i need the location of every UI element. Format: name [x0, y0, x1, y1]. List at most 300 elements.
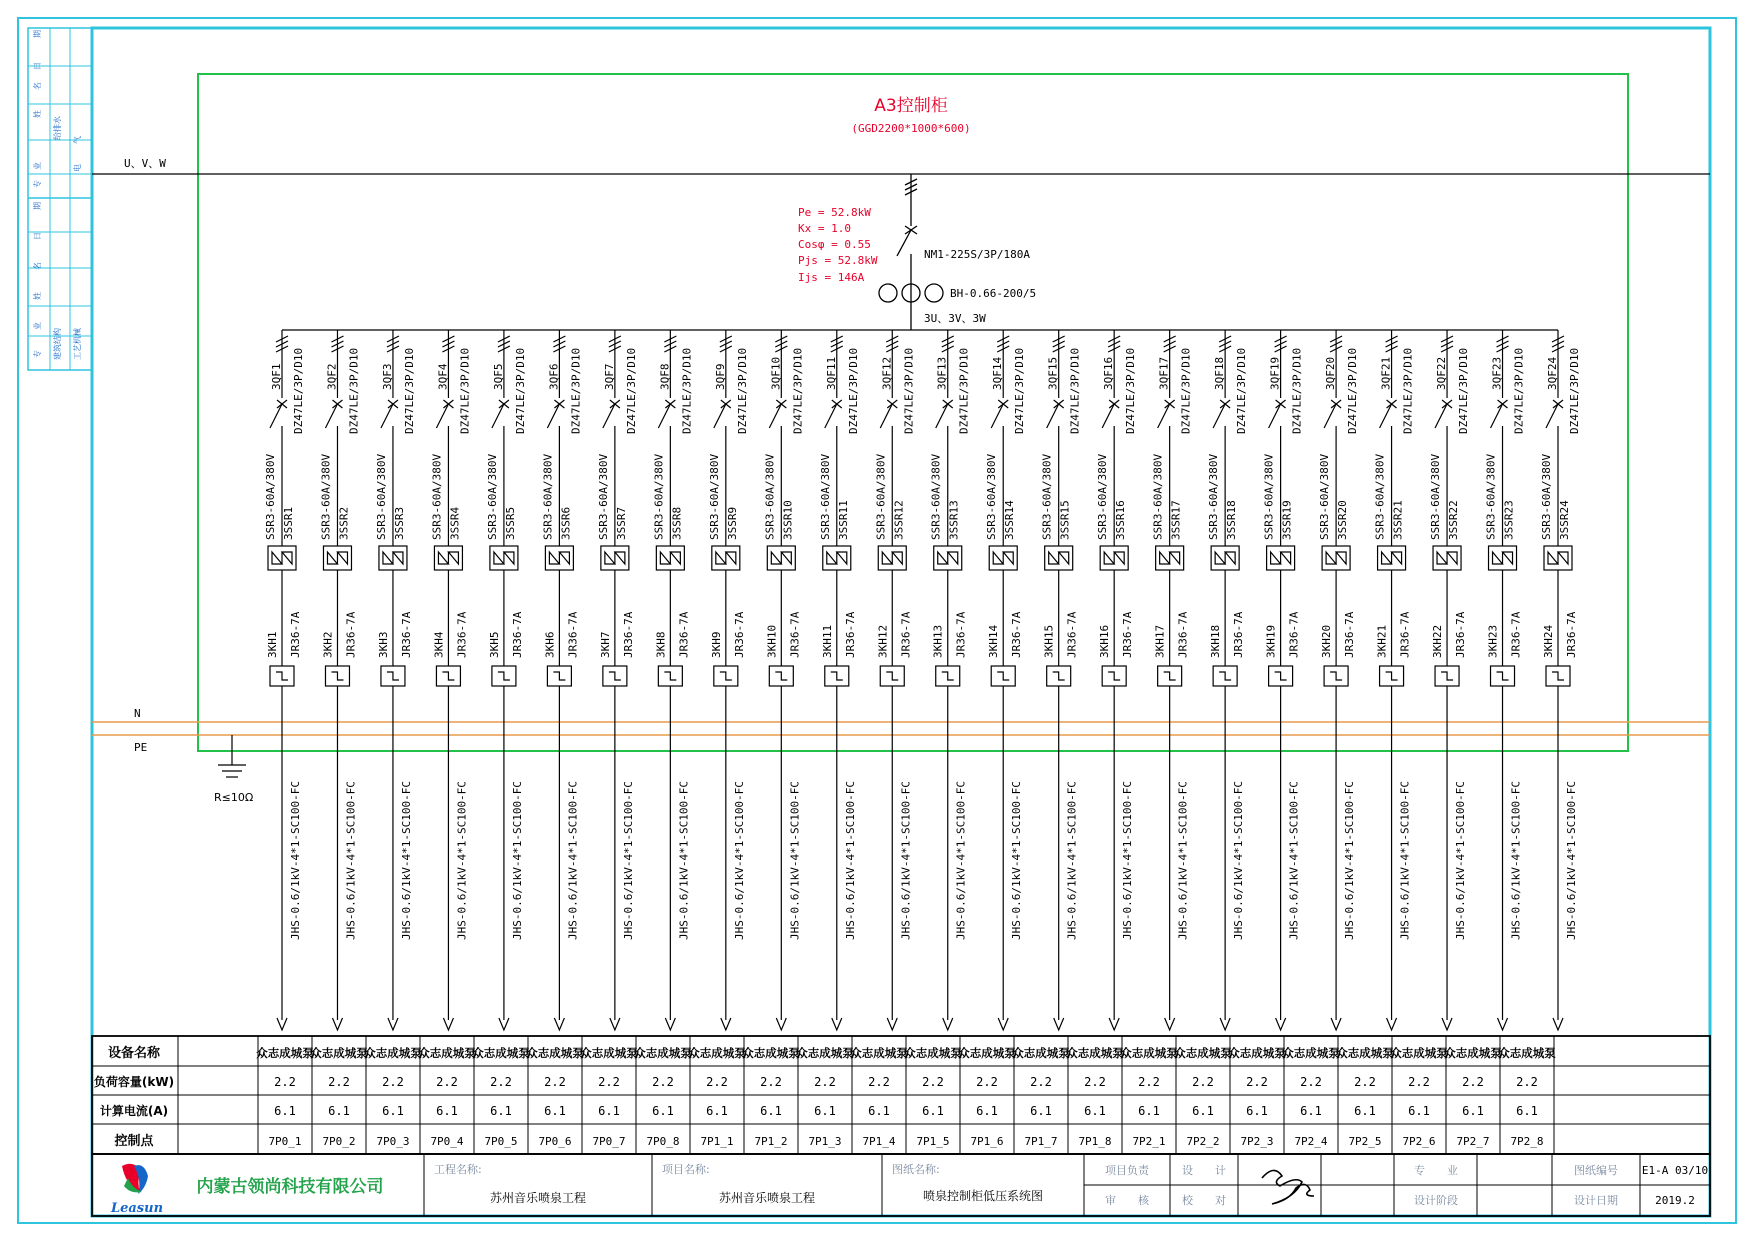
main-breaker-label: NM1-225S/3P/180A	[924, 248, 1030, 261]
cable-spec: JHS-0.6/1kV-4*1-SC100-FC	[621, 781, 635, 940]
breaker-symbol	[381, 404, 393, 428]
strip-label: 名	[33, 82, 42, 90]
relay-id: 3KH5	[487, 631, 501, 658]
project-label: 工程名称:	[434, 1163, 482, 1176]
control-point: 7P2_5	[1348, 1135, 1382, 1148]
strip-label: 给排水	[53, 116, 62, 140]
control-point: 7P0_3	[376, 1135, 410, 1148]
drawing-number: E1-A 03/10	[1641, 1164, 1709, 1177]
relay-model: JR36-7A	[1343, 611, 1357, 658]
ssr-symbol	[823, 546, 851, 570]
breaker-model: DZ47LE/3P/D10	[458, 347, 472, 434]
control-point: 7P1_3	[808, 1135, 842, 1148]
ssr-id: 3SSR7	[614, 506, 628, 540]
strip-label: 建筑结构	[53, 328, 62, 360]
earth-symbol	[218, 735, 246, 777]
equipment-name: 众志成城泵	[1498, 1046, 1556, 1060]
stage-label: 设计阶段	[1414, 1194, 1458, 1207]
load-kw-value: 2.2	[1246, 1075, 1268, 1089]
control-point: 7P2_7	[1456, 1135, 1490, 1148]
breaker-model: DZ47LE/3P/D10	[1568, 347, 1581, 434]
breaker-symbol	[936, 404, 948, 428]
breaker-id: 3QF23	[1490, 356, 1504, 390]
load-table	[92, 1036, 1710, 1154]
relay-id: 3KH20	[1320, 624, 1334, 658]
feeder-labels	[1429, 348, 1470, 940]
breaker-id: 3QF15	[1046, 356, 1060, 390]
load-kw-value: 2.2	[382, 1075, 404, 1089]
strip-label: 业	[33, 162, 42, 170]
cable-spec: JHS-0.6/1kV-4*1-SC100-FC	[1509, 781, 1523, 940]
current-value: 6.1	[1300, 1104, 1322, 1118]
load-calc-pe: Pe = 52.8kW	[798, 206, 871, 219]
breaker-model: DZ47LE/3P/D10	[846, 347, 860, 434]
relay-model: JR36-7A	[1010, 611, 1024, 658]
ssr-model: SSR3-60A/380V	[707, 453, 721, 540]
current-value: 6.1	[1462, 1104, 1484, 1118]
load-kw-value: 2.2	[814, 1075, 836, 1089]
control-point: 7P2_2	[1186, 1135, 1220, 1148]
feeder-labels	[1096, 348, 1137, 940]
breaker-id: 3QF20	[1324, 356, 1338, 390]
breaker-model: DZ47LE/3P/D10	[957, 347, 971, 434]
strip-label: 期	[33, 202, 42, 210]
load-calc-kx: Kx = 1.0	[798, 222, 851, 235]
feeder-labels	[1318, 348, 1359, 940]
ssr-id: 3SSR14	[1003, 500, 1017, 540]
thermal-relay-symbol	[936, 666, 960, 686]
relay-model: JR36-7A	[566, 611, 580, 658]
ssr-id: 3SSR6	[559, 506, 573, 540]
current-value: 6.1	[328, 1104, 350, 1118]
ssr-symbol	[545, 546, 573, 570]
feeder-labels	[652, 348, 693, 940]
load-kw-value: 2.2	[328, 1075, 350, 1089]
equipment-name: 众志成城泵	[796, 1046, 854, 1060]
breaker-model: DZ47LE/3P/D10	[347, 347, 361, 434]
ssr-symbol	[656, 546, 684, 570]
ssr-id: 3SSR19	[1280, 500, 1294, 540]
breaker-symbol	[1158, 404, 1170, 428]
breaker-symbol	[1324, 404, 1336, 428]
control-point: 7P2_3	[1240, 1135, 1274, 1148]
ssr-symbol	[934, 546, 962, 570]
breaker-model: DZ47LE/3P/D10	[791, 347, 805, 434]
relay-model: JR36-7A	[899, 611, 913, 658]
ssr-model: SSR3-60A/380V	[763, 453, 777, 540]
control-point: 7P0_1	[268, 1135, 302, 1148]
breaker-symbol	[991, 404, 1003, 428]
current-value: 6.1	[1408, 1104, 1430, 1118]
relay-model: JR36-7A	[1121, 611, 1135, 658]
load-kw-value: 2.2	[760, 1075, 782, 1089]
drawing-date: 2019.2	[1655, 1194, 1695, 1207]
breaker-id: 3QF7	[602, 363, 616, 390]
load-calc-cos: Cosφ = 0.55	[798, 238, 871, 251]
cable-spec: JHS-0.6/1kV-4*1-SC100-FC	[566, 781, 580, 940]
ssr-model: SSR3-60A/380V	[1429, 453, 1443, 540]
load-kw-value: 2.2	[1516, 1075, 1538, 1089]
equipment-name: 众志成城泵	[634, 1046, 692, 1060]
relay-model: JR36-7A	[344, 611, 358, 658]
feeder-circuits	[264, 330, 1581, 1030]
relay-id: 3KH11	[820, 624, 834, 658]
relay-model: JR36-7A	[1565, 611, 1578, 658]
breaker-model: DZ47LE/3P/D10	[735, 347, 749, 434]
drawing-label: 图纸名称:	[892, 1163, 940, 1176]
equipment-name: 众志成城泵	[472, 1046, 530, 1060]
control-point: 7P1_8	[1078, 1135, 1112, 1148]
equipment-name: 众志成城泵	[958, 1046, 1016, 1060]
load-kw-value: 2.2	[706, 1075, 728, 1089]
cable-spec: JHS-0.6/1kV-4*1-SC100-FC	[399, 781, 413, 940]
breaker-id: 3QF22	[1435, 356, 1449, 390]
feeder-labels	[1152, 348, 1193, 940]
cable-spec: JHS-0.6/1kV-4*1-SC100-FC	[1065, 781, 1079, 940]
equipment-name: 众志成城泵	[1282, 1046, 1340, 1060]
relay-model: JR36-7A	[954, 611, 968, 658]
relay-id: 3KH23	[1486, 624, 1500, 658]
neutral-bus-label: N	[134, 707, 141, 720]
ssr-model: SSR3-60A/380V	[374, 453, 388, 540]
relay-model: JR36-7A	[677, 611, 691, 658]
strip-label: 专	[33, 180, 42, 188]
project-name: 苏州音乐喷泉工程	[489, 1191, 587, 1205]
company-name: 内蒙古领尚科技有限公司	[196, 1177, 384, 1197]
earth-bus-label: PE	[134, 741, 148, 754]
breaker-symbol	[658, 404, 670, 428]
current-transformer	[879, 284, 897, 302]
feeder-labels	[1263, 348, 1304, 940]
control-point: 7P0_8	[646, 1135, 680, 1148]
ssr-id: 3SSR20	[1336, 500, 1350, 540]
feeder-labels	[264, 348, 305, 940]
feeder-labels	[430, 348, 471, 940]
current-value: 6.1	[1138, 1104, 1160, 1118]
thermal-relay-symbol	[1546, 666, 1570, 686]
strip-label: 电	[73, 164, 82, 172]
control-point: 7P1_5	[916, 1135, 950, 1148]
ssr-id: 3SSR4	[448, 506, 462, 540]
relay-id: 3KH8	[654, 631, 668, 658]
feeder-labels	[597, 348, 638, 940]
thermal-relay-symbol	[1491, 666, 1515, 686]
relay-model: JR36-7A	[843, 611, 857, 658]
thermal-relay-symbol	[603, 666, 627, 686]
relay-id: 3KH14	[987, 624, 1001, 658]
thermal-relay-symbol	[1047, 666, 1071, 686]
ssr-id: 3SSR15	[1058, 500, 1072, 540]
breaker-model: DZ47LE/3P/D10	[1512, 347, 1526, 434]
cabinet-name: A3控制柜	[874, 96, 948, 116]
current-value: 6.1	[1084, 1104, 1106, 1118]
strip-label: 姓	[33, 110, 42, 118]
thermal-relay-symbol	[1380, 666, 1404, 686]
ssr-model: SSR3-60A/380V	[264, 453, 277, 540]
ssr-model: SSR3-60A/380V	[1318, 453, 1332, 540]
relay-model: JR36-7A	[289, 611, 302, 658]
designer-signature	[1262, 1170, 1314, 1204]
equipment-name: 众志成城泵	[580, 1046, 638, 1060]
breaker-symbol	[1491, 404, 1503, 428]
ssr-symbol	[1211, 546, 1239, 570]
ssr-model: SSR3-60A/380V	[596, 453, 610, 540]
ssr-id: 3SSR12	[892, 500, 906, 540]
thermal-relay-symbol	[1324, 666, 1348, 686]
ssr-symbol	[601, 546, 629, 570]
cable-spec: JHS-0.6/1kV-4*1-SC100-FC	[677, 781, 691, 940]
ssr-symbol	[1100, 546, 1128, 570]
control-point: 7P0_2	[322, 1135, 356, 1148]
control-point: 7P1_4	[862, 1135, 896, 1148]
load-kw-value: 2.2	[1408, 1075, 1430, 1089]
cable-spec: JHS-0.6/1kV-4*1-SC100-FC	[1398, 781, 1412, 940]
equipment-name: 众志成城泵	[904, 1046, 962, 1060]
relay-id: 3KH16	[1098, 624, 1112, 658]
feeder-labels	[375, 348, 416, 940]
thermal-relay-symbol	[714, 666, 738, 686]
ssr-model: SSR3-60A/380V	[874, 453, 888, 540]
equipment-name: 众志成城泵	[256, 1046, 314, 1060]
control-point: 7P0_5	[484, 1135, 518, 1148]
cable-spec: JHS-0.6/1kV-4*1-SC100-FC	[289, 781, 302, 940]
relay-model: JR36-7A	[399, 611, 413, 658]
control-point: 7P0_4	[430, 1135, 464, 1148]
cable-spec: JHS-0.6/1kV-4*1-SC100-FC	[1010, 781, 1024, 940]
feeder-labels	[1041, 348, 1082, 940]
control-point: 7P2_8	[1510, 1135, 1544, 1148]
relay-id: 3KH1	[266, 631, 279, 658]
project-lead-label: 项目负责	[1105, 1164, 1149, 1177]
current-value: 6.1	[436, 1104, 458, 1118]
feeder-labels	[763, 348, 804, 940]
relay-id: 3KH15	[1042, 624, 1056, 658]
ssr-model: SSR3-60A/380V	[485, 453, 499, 540]
feeder-labels	[319, 348, 360, 940]
ssr-model: SSR3-60A/380V	[1151, 453, 1165, 540]
current-value: 6.1	[868, 1104, 890, 1118]
ssr-model: SSR3-60A/380V	[319, 453, 333, 540]
ssr-model: SSR3-60A/380V	[430, 453, 444, 540]
breaker-model: DZ47LE/3P/D10	[513, 347, 527, 434]
relay-model: JR36-7A	[621, 611, 635, 658]
load-kw-value: 2.2	[1462, 1075, 1484, 1089]
breaker-model: DZ47LE/3P/D10	[902, 347, 916, 434]
ssr-id: 3SSR10	[781, 500, 795, 540]
ssr-symbol	[1489, 546, 1517, 570]
load-calculation	[798, 206, 878, 284]
strip-label: 名	[33, 262, 42, 270]
cable-spec: JHS-0.6/1kV-4*1-SC100-FC	[510, 781, 524, 940]
current-value: 6.1	[544, 1104, 566, 1118]
equipment-name: 众志成城泵	[850, 1046, 908, 1060]
ssr-symbol	[1544, 546, 1572, 570]
equipment-name: 众志成城泵	[688, 1046, 746, 1060]
breaker-model: DZ47LE/3P/D10	[1013, 347, 1027, 434]
thermal-relay-symbol	[492, 666, 516, 686]
control-point: 7P1_1	[700, 1135, 734, 1148]
cable-spec: JHS-0.6/1kV-4*1-SC100-FC	[1121, 781, 1135, 940]
feeder-labels	[541, 348, 582, 940]
ssr-model: SSR3-60A/380V	[541, 453, 555, 540]
item-label: 项目名称:	[662, 1163, 710, 1176]
ssr-symbol	[767, 546, 795, 570]
ssr-symbol	[490, 546, 518, 570]
cable-spec: JHS-0.6/1kV-4*1-SC100-FC	[1232, 781, 1246, 940]
feeder-labels	[1207, 348, 1248, 940]
breaker-id: 3QF10	[769, 356, 783, 390]
ssr-id: 3SSR11	[836, 500, 850, 540]
breaker-id: 3QF4	[436, 363, 450, 390]
thermal-relay-symbol	[325, 666, 349, 686]
title-block	[92, 1154, 1710, 1216]
breaker-symbol	[436, 404, 448, 428]
ssr-model: SSR3-60A/380V	[818, 453, 832, 540]
control-point: 7P1_2	[754, 1135, 788, 1148]
breaker-id: 3QF8	[658, 363, 672, 390]
strip-label: 期	[33, 30, 42, 38]
breaker-symbol	[1102, 404, 1114, 428]
equipment-name: 众志成城泵	[1066, 1046, 1124, 1060]
breaker-id: 3QF6	[547, 363, 561, 390]
ssr-symbol	[989, 546, 1017, 570]
equipment-name: 众志成城泵	[1228, 1046, 1286, 1060]
strip-label: 专	[33, 350, 42, 358]
current-value: 6.1	[652, 1104, 674, 1118]
thermal-relay-symbol	[1102, 666, 1126, 686]
ssr-id: 3SSR3	[392, 506, 406, 540]
equipment-name: 众志成城泵	[1174, 1046, 1232, 1060]
control-point: 7P1_6	[970, 1135, 1004, 1148]
feeder-labels	[985, 348, 1026, 940]
control-point: 7P2_4	[1294, 1135, 1328, 1148]
ssr-symbol	[712, 546, 740, 570]
left-signature-strip	[28, 28, 92, 370]
relay-id: 3KH12	[876, 624, 890, 658]
ssr-model: SSR3-60A/380V	[929, 453, 943, 540]
breaker-symbol	[880, 404, 892, 428]
breaker-model: DZ47LE/3P/D10	[624, 347, 638, 434]
cable-spec: JHS-0.6/1kV-4*1-SC100-FC	[843, 781, 857, 940]
breaker-model: DZ47LE/3P/D10	[1235, 347, 1249, 434]
ssr-symbol	[1378, 546, 1406, 570]
breaker-symbol	[1435, 404, 1447, 428]
feeder-labels	[1485, 348, 1526, 940]
breaker-symbol	[547, 404, 559, 428]
breaker-id: 3QF12	[880, 356, 894, 390]
relay-id: 3KH4	[432, 631, 446, 658]
design-label: 设 计	[1182, 1164, 1226, 1177]
breaker-symbol	[603, 404, 615, 428]
ssr-model: SSR3-60A/380V	[1373, 453, 1387, 540]
cable-spec: JHS-0.6/1kV-4*1-SC100-FC	[344, 781, 358, 940]
feeder-labels	[1540, 348, 1581, 940]
relay-id: 3KH2	[321, 631, 335, 658]
ssr-model: SSR3-60A/380V	[1207, 453, 1221, 540]
breaker-id: 3QF18	[1213, 356, 1227, 390]
breaker-model: DZ47LE/3P/D10	[680, 347, 694, 434]
thermal-relay-symbol	[436, 666, 460, 686]
breaker-model: DZ47LE/3P/D10	[1290, 347, 1304, 434]
thermal-relay-symbol	[825, 666, 849, 686]
ssr-symbol	[1156, 546, 1184, 570]
equipment-name: 众志成城泵	[526, 1046, 584, 1060]
meters-label: 3U、3V、3W	[924, 312, 986, 325]
breaker-symbol	[825, 404, 837, 428]
cable-spec: JHS-0.6/1kV-4*1-SC100-FC	[1565, 781, 1578, 940]
cable-spec: JHS-0.6/1kV-4*1-SC100-FC	[1176, 781, 1190, 940]
relay-model: JR36-7A	[455, 611, 469, 658]
thermal-relay-symbol	[1158, 666, 1182, 686]
strip-label: 日	[33, 62, 42, 70]
relay-id: 3KH10	[765, 624, 779, 658]
breaker-id: 3QF21	[1379, 356, 1393, 390]
relay-model: JR36-7A	[1509, 611, 1523, 658]
thermal-relay-symbol	[991, 666, 1015, 686]
relay-model: JR36-7A	[1065, 611, 1079, 658]
item-name: 苏州音乐喷泉工程	[718, 1191, 816, 1205]
ssr-id: 3SSR24	[1558, 500, 1571, 540]
load-kw-value: 2.2	[598, 1075, 620, 1089]
logo-wordmark: Leasun	[110, 1201, 164, 1216]
cable-spec: JHS-0.6/1kV-4*1-SC100-FC	[1343, 781, 1357, 940]
breaker-id: 3QF17	[1157, 356, 1171, 390]
date-label: 设计日期	[1574, 1194, 1618, 1207]
ssr-id: 3SSR23	[1502, 500, 1516, 540]
strip-label: 工艺机械	[73, 328, 82, 360]
equipment-name: 众志成城泵	[1120, 1046, 1178, 1060]
relay-id: 3KH6	[543, 631, 557, 658]
equipment-name: 众志成城泵	[1012, 1046, 1070, 1060]
ssr-id: 3SSR18	[1225, 500, 1239, 540]
breaker-model: DZ47LE/3P/D10	[292, 347, 305, 434]
relay-id: 3KH22	[1431, 624, 1445, 658]
breaker-id: 3QF24	[1546, 356, 1559, 390]
cable-spec: JHS-0.6/1kV-4*1-SC100-FC	[788, 781, 802, 940]
strip-label: 业	[33, 322, 42, 330]
breaker-model: DZ47LE/3P/D10	[1068, 347, 1082, 434]
ssr-id: 3SSR8	[670, 506, 684, 540]
current-value: 6.1	[382, 1104, 404, 1118]
current-value: 6.1	[760, 1104, 782, 1118]
load-kw-value: 2.2	[1084, 1075, 1106, 1089]
feeder-labels	[1374, 348, 1415, 940]
current-value: 6.1	[1030, 1104, 1052, 1118]
ssr-model: SSR3-60A/380V	[1540, 453, 1553, 540]
breaker-id: 3QF2	[325, 363, 339, 390]
breaker-symbol	[714, 404, 726, 428]
load-kw-value: 2.2	[274, 1075, 296, 1089]
breaker-symbol	[270, 404, 282, 428]
breaker-id: 3QF3	[380, 363, 394, 390]
relay-model: JR36-7A	[1454, 611, 1468, 658]
current-value: 6.1	[706, 1104, 728, 1118]
thermal-relay-symbol	[270, 666, 294, 686]
control-point: 7P0_7	[592, 1135, 626, 1148]
cable-spec: JHS-0.6/1kV-4*1-SC100-FC	[455, 781, 469, 940]
thermal-relay-symbol	[1269, 666, 1293, 686]
feeder-labels	[708, 348, 749, 940]
equipment-name: 众志成城泵	[1336, 1046, 1394, 1060]
earthing-resistance: R≤10Ω	[214, 791, 254, 804]
feeder-labels	[819, 348, 860, 940]
thermal-relay-symbol	[880, 666, 904, 686]
thermal-relay-symbol	[1435, 666, 1459, 686]
breaker-id: 3QF16	[1102, 356, 1116, 390]
load-kw-value: 2.2	[652, 1075, 674, 1089]
thermal-relay-symbol	[769, 666, 793, 686]
breaker-id: 3QF1	[270, 363, 283, 390]
